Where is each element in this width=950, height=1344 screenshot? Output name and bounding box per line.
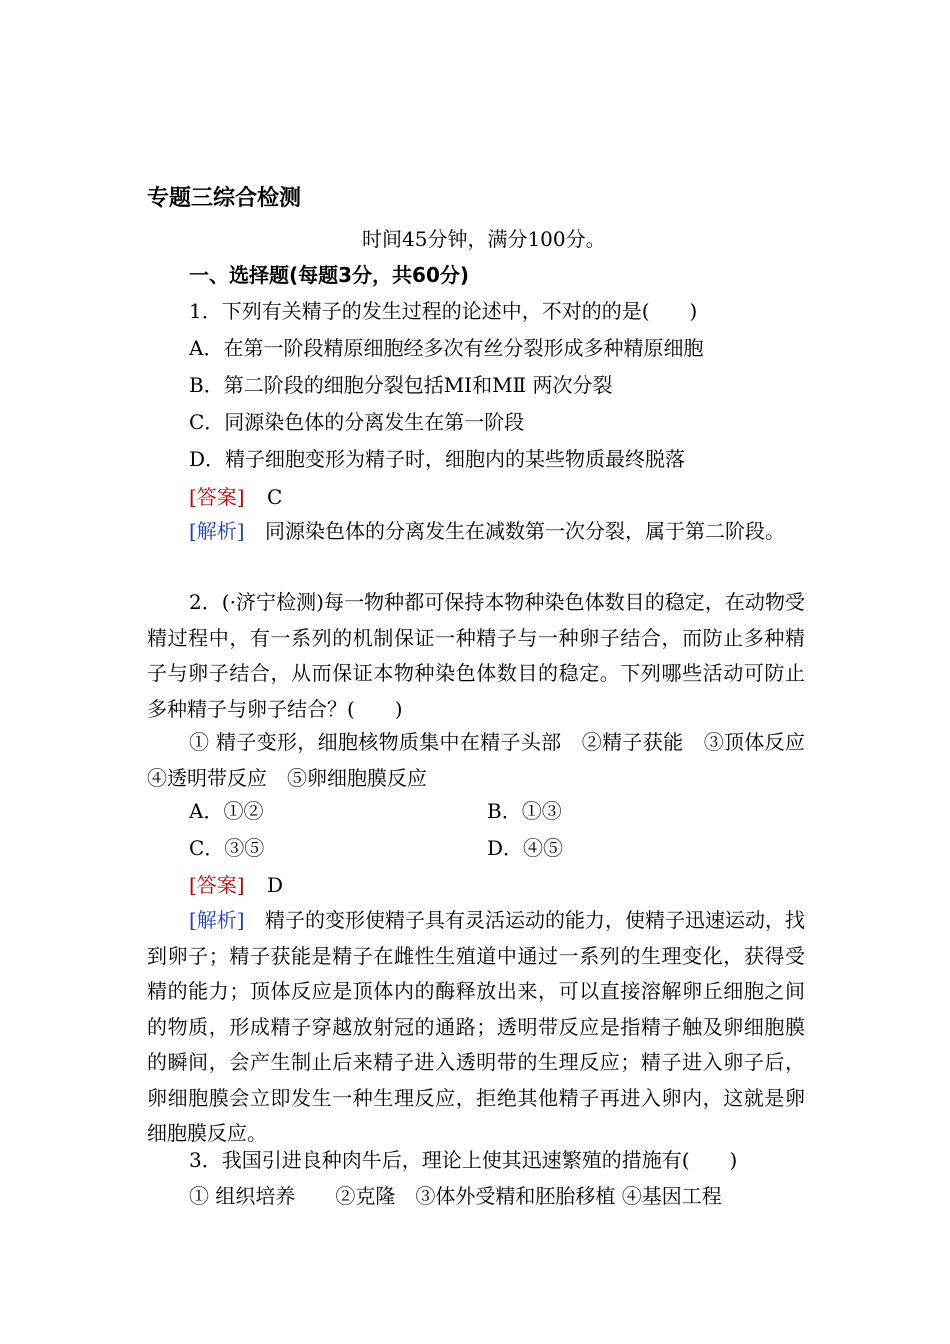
q2-items: ① 精子变形，细胞核物质集中在精子头部 ②精子获能 ③顶体反应 ④透明带反应 ⑤卵细胞膜反应 xyxy=(147,730,825,790)
q2-option-b: B．①③ xyxy=(487,799,562,823)
answer-tag: [答案] xyxy=(189,873,245,897)
q2-explanation-text: 精子的变形使精子具有灵活运动的能力，使精子迅速运动，找到卵子；精子获能是精子在雌性生殖道中通过一系列的生理变化，获得受精的能力；顶体反应是顶体内的酶释放出来，可以直接溶解卵丘细胞之间的物质，形成精子穿越放射冠的通路；透明带反应是指精子触及卵细胞膜的瞬间，会产生制止后来精子进入透明带的生理反应；精子进入卵子后，卵细胞膜会立即发生一种生理反应，拒绝其他精子再进入卵内，这就是卵细胞膜反应。 xyxy=(147,908,805,1145)
q1-explanation xyxy=(147,514,805,550)
q1-option-b: B．第二阶段的细胞分裂包括MⅠ和MⅡ 两次分裂 xyxy=(189,373,613,397)
q2-stem: 2．(·济宁检测)每一物种都可保持本物种染色体数目的稳定，在动物受精过程中，有一系列的机制保证一种精子与一种卵子结合，而防止多种精子与卵子结合，从而保证本物种染色体数目的稳定。下列哪些活动可防止多种精子与卵子结合？( ) xyxy=(147,590,805,721)
q1-answer-value: C xyxy=(266,485,283,509)
q1-option-d: D．精子细胞变形为精子时，细胞内的某些物质最终脱落 xyxy=(189,447,686,471)
document-title: 专题三综合检测 xyxy=(147,186,302,211)
q1-option-a: A．在第一阶段精原细胞经多次有丝分裂形成多种精原细胞 xyxy=(189,336,704,360)
q3-items: ① 组织培养 ②克隆 ③体外受精和胚胎移植 ④基因工程 xyxy=(189,1184,722,1208)
time-note: 时间45分钟，满分100分。 xyxy=(362,227,606,251)
section-heading: 一、选择题(每题3分，共60分) xyxy=(189,263,470,287)
q2-answer-value: D xyxy=(266,873,284,897)
q2-option-a: A．①② xyxy=(189,799,264,823)
explain-tag: [解析] xyxy=(189,908,245,932)
explain-tag: [解析] xyxy=(189,519,245,543)
q2-answer xyxy=(189,871,283,899)
q1-answer xyxy=(189,483,282,511)
answer-tag: [答案] xyxy=(189,485,245,509)
q1-stem: 1．下列有关精子的发生过程的论述中，不对的的是( ) xyxy=(189,299,698,323)
q1-option-c: C．同源染色体的分离发生在第一阶段 xyxy=(189,410,525,434)
q1-explanation-text: 同源染色体的分离发生在减数第一次分裂，属于第二阶段。 xyxy=(264,519,785,543)
q3-stem: 3．我国引进良种肉牛后，理论上使其迅速繁殖的措施有( ) xyxy=(189,1148,738,1172)
q2-option-c: C．③⑤ xyxy=(189,836,265,860)
q2-explanation xyxy=(147,903,805,1152)
q2-option-d: D．④⑤ xyxy=(487,836,564,860)
